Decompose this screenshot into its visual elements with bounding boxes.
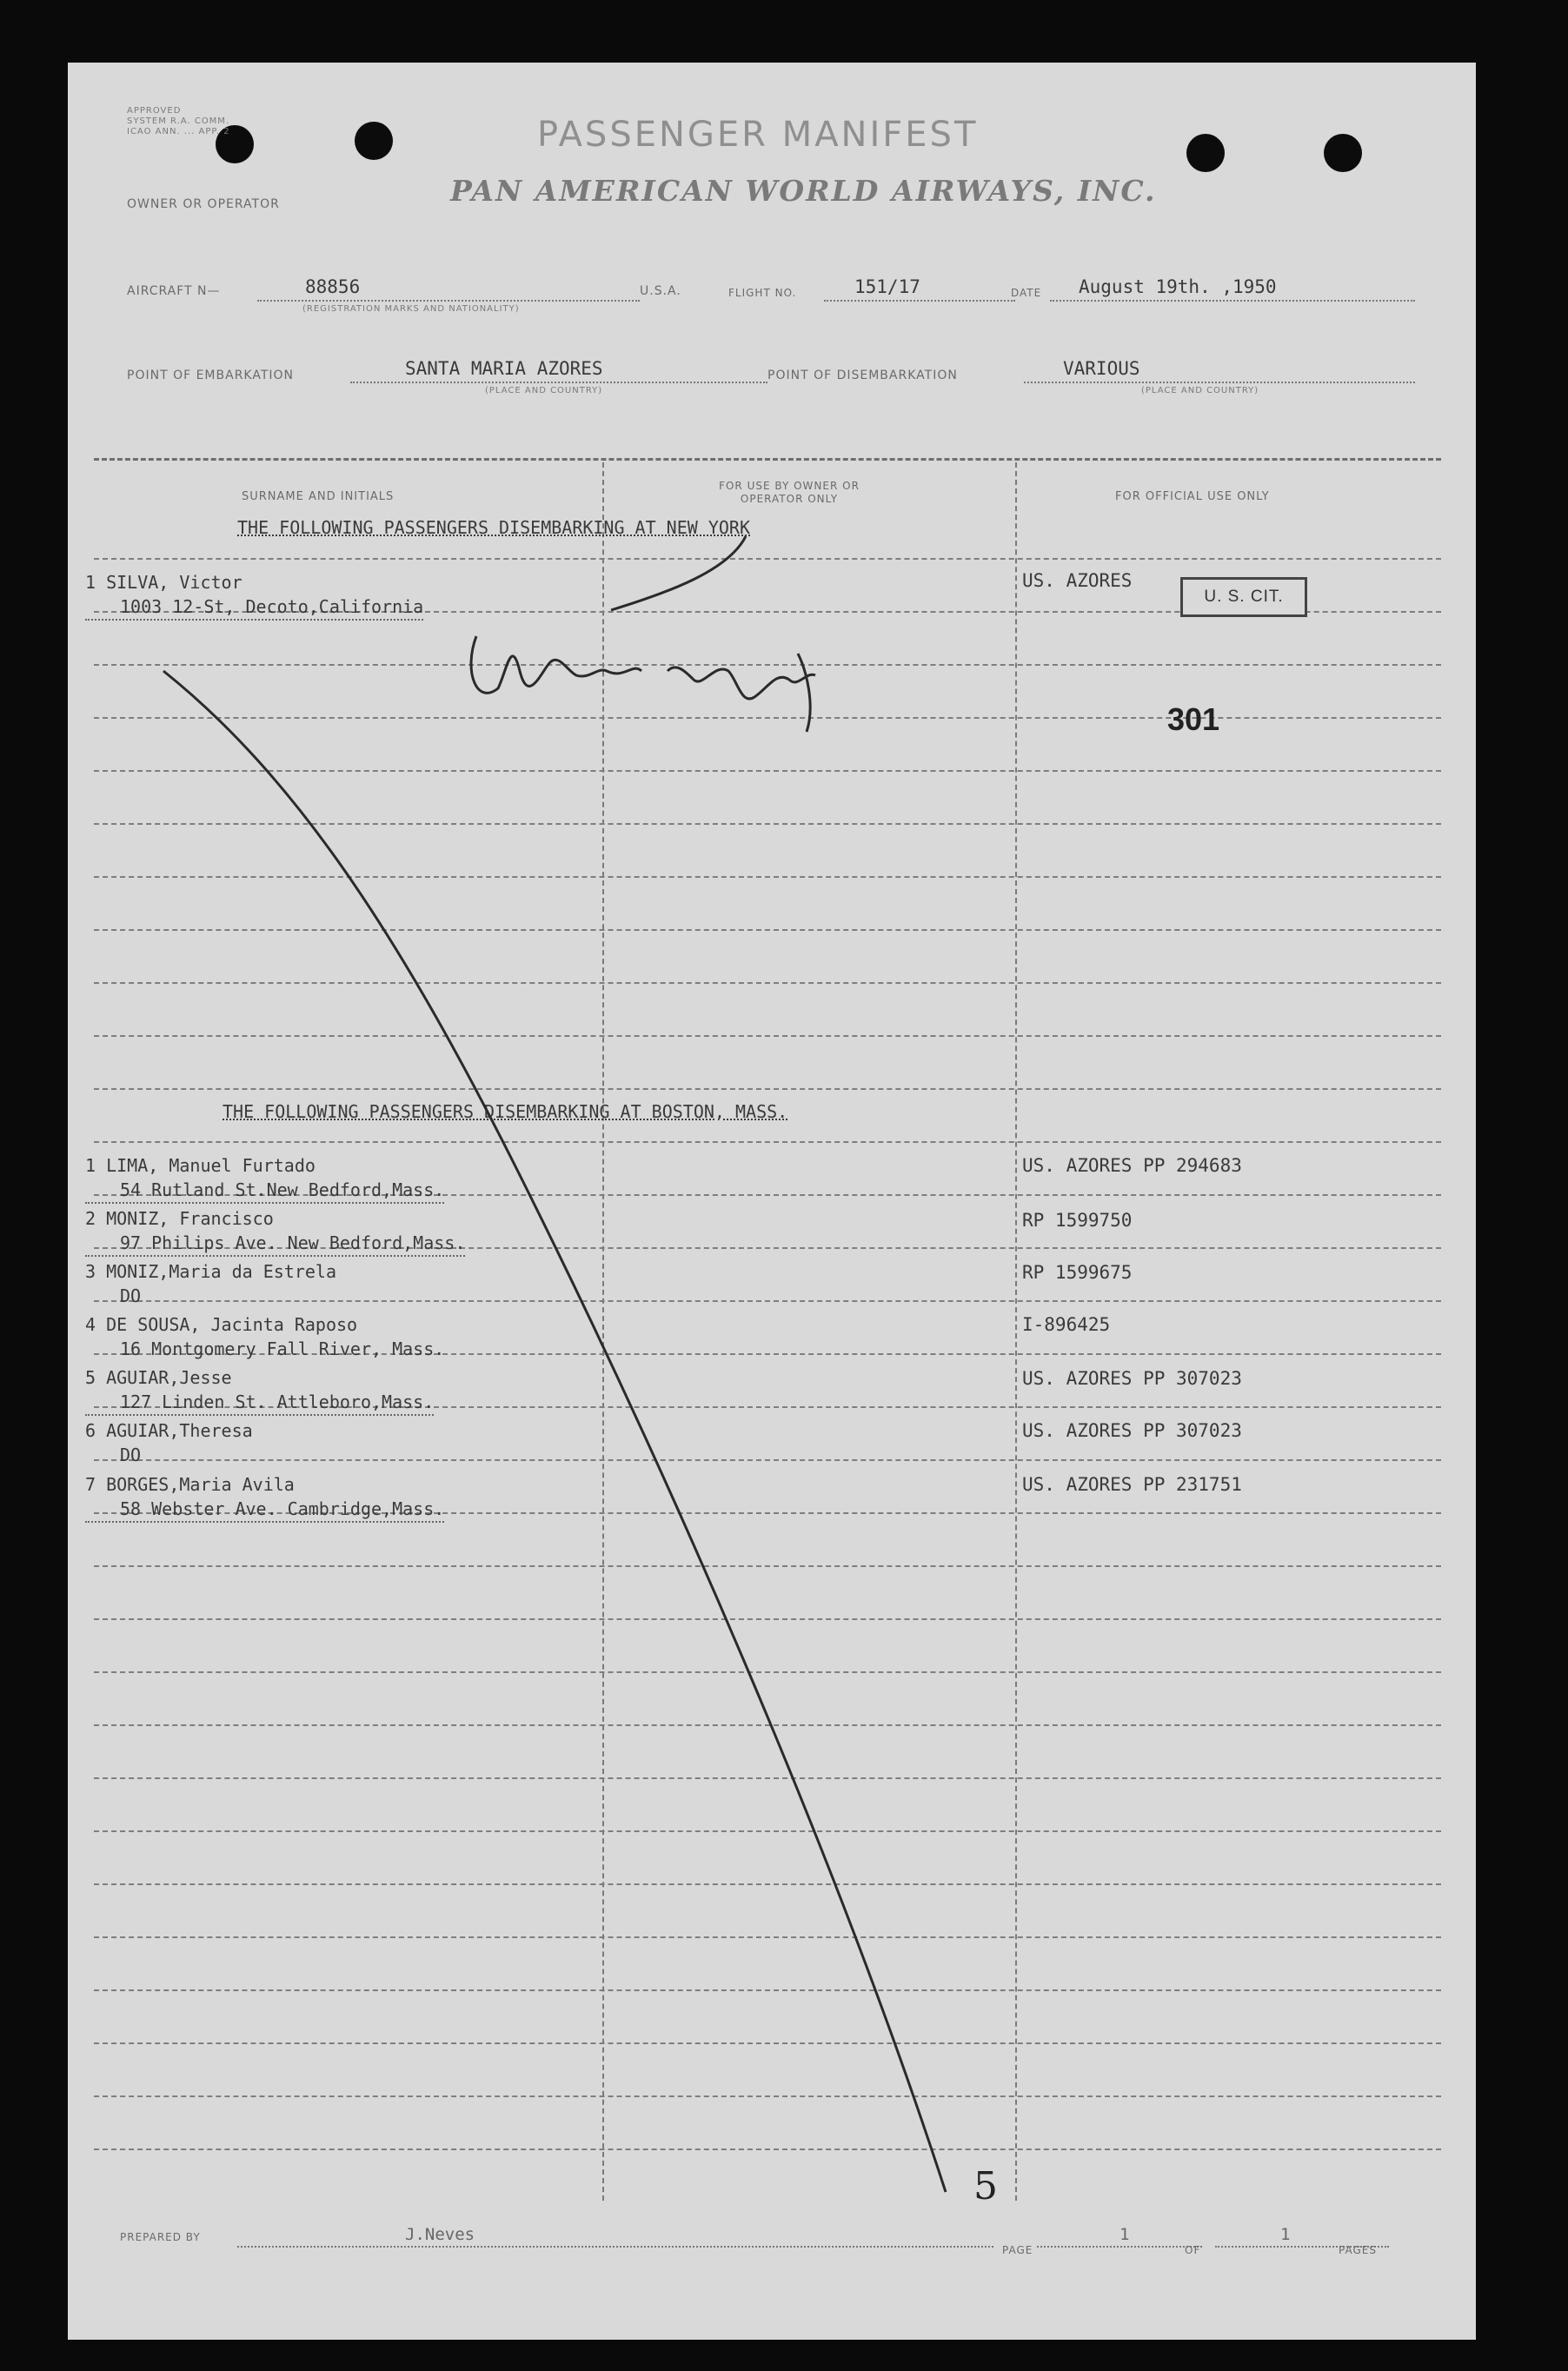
official-entry: US. AZORES PP 307023 — [1022, 1420, 1242, 1441]
passenger-address: DO — [120, 1445, 142, 1465]
official-entry: RP 1599675 — [1022, 1262, 1133, 1283]
embarkation-sublabel: (PLACE AND COUNTRY) — [485, 386, 603, 395]
country-label: U.S.A. — [640, 284, 681, 298]
column-header-surname: SURNAME AND INITIALS — [242, 490, 395, 503]
prepared-label: PREPARED BY — [120, 2231, 201, 2243]
passenger-address: 1003 12-St, Decoto,California — [85, 594, 423, 621]
passenger-address: 97 Philips Ave. New Bedford,Mass. — [85, 1231, 465, 1257]
embarkation-value: SANTA MARIA AZORES — [405, 358, 603, 379]
aircraft-value: 88856 — [305, 276, 361, 297]
passenger-name: 6 AGUIAR,Theresa — [85, 1420, 253, 1441]
page-value: 1 — [1120, 2225, 1130, 2244]
official-entry: US. AZORES — [1022, 570, 1133, 591]
column-header-official: FOR OFFICIAL USE ONLY — [1115, 490, 1270, 503]
official-entry: I-896425 — [1022, 1314, 1111, 1335]
disembarkation-label: POINT OF DISEMBARKATION — [767, 369, 958, 382]
manifest-sheet — [68, 63, 1476, 2340]
flight-value: 151/17 — [854, 276, 920, 297]
prepared-value: J.Neves — [405, 2225, 475, 2244]
approval-line: APPROVED — [127, 106, 182, 116]
passenger-name: 3 MONIZ,Maria da Estrela — [85, 1261, 336, 1282]
official-entry: US. AZORES PP 231751 — [1022, 1474, 1242, 1495]
passenger-address: 54 Rutland St.New Bedford,Mass. — [85, 1178, 444, 1204]
passenger-name: 2 MONIZ, Francisco — [85, 1208, 274, 1229]
embarkation-label: POINT OF EMBARKATION — [127, 369, 295, 382]
flight-label: FLIGHT NO. — [728, 287, 797, 299]
company-name: PAN AMERICAN WORLD AIRWAYS, INC. — [450, 174, 1157, 208]
approval-line: SYSTEM R.A. COMM. — [127, 116, 230, 126]
pages-label: PAGES — [1339, 2244, 1377, 2256]
page-underline — [1037, 2246, 1202, 2248]
prepared-underline — [237, 2246, 993, 2248]
official-entry: US. AZORES PP 294683 — [1022, 1155, 1242, 1176]
disembarkation-sublabel: (PLACE AND COUNTRY) — [1141, 386, 1259, 395]
passenger-name: 5 AGUIAR,Jesse — [85, 1367, 232, 1388]
approval-line: ICAO ANN. ... APP. 2 — [127, 127, 230, 136]
passenger-address: 127 Linden St. Attleboro,Mass. — [85, 1390, 434, 1416]
stamp-number: 301 — [1167, 701, 1220, 737]
check-mark — [611, 536, 746, 610]
section-heading-boston: THE FOLLOWING PASSENGERS DISEMBARKING AT BOSTON, MASS. — [223, 1101, 788, 1122]
date-label: DATE — [1011, 287, 1042, 299]
diagonal-strike-line — [163, 671, 946, 2192]
owner-label: OWNER OR OPERATOR — [127, 197, 280, 211]
document-title: PASSENGER MANIFEST — [537, 115, 979, 155]
section-heading-new-york: THE FOLLOWING PASSENGERS DISEMBARKING AT NEW YORK — [237, 517, 751, 538]
column-header-owner: FOR USE BY OWNER OR OPERATOR ONLY — [719, 480, 860, 505]
disembarkation-value: VARIOUS — [1063, 358, 1140, 379]
of-label: OF — [1185, 2244, 1201, 2256]
official-entry: US. AZORES PP 307023 — [1022, 1368, 1242, 1389]
signature — [471, 636, 815, 732]
page-label: PAGE — [1002, 2244, 1033, 2256]
aircraft-label: AIRCRAFT N— — [127, 284, 221, 298]
passenger-name: 1 LIMA, Manuel Furtado — [85, 1155, 316, 1176]
aircraft-sublabel: (REGISTRATION MARKS AND NATIONALITY) — [302, 304, 520, 314]
official-entry: RP 1599750 — [1022, 1210, 1133, 1231]
of-value: 1 — [1280, 2225, 1291, 2244]
us-cit-stamp: U. S. CIT. — [1180, 577, 1307, 617]
handwritten-count: 5 — [973, 2164, 998, 2208]
passenger-name: 7 BORGES,Maria Avila — [85, 1474, 295, 1495]
passenger-name: 4 DE SOUSA, Jacinta Raposo — [85, 1314, 358, 1335]
handwritten-marks — [68, 63, 1476, 2340]
passenger-name: 1 SILVA, Victor — [85, 572, 243, 593]
date-value: August 19th. ,1950 — [1079, 276, 1277, 297]
passenger-address: DO — [120, 1285, 142, 1306]
passenger-address: 58 Webster Ave. Cambridge,Mass. — [85, 1497, 444, 1523]
passenger-address: 16 Montgomery Fall River, Mass. — [120, 1338, 445, 1359]
